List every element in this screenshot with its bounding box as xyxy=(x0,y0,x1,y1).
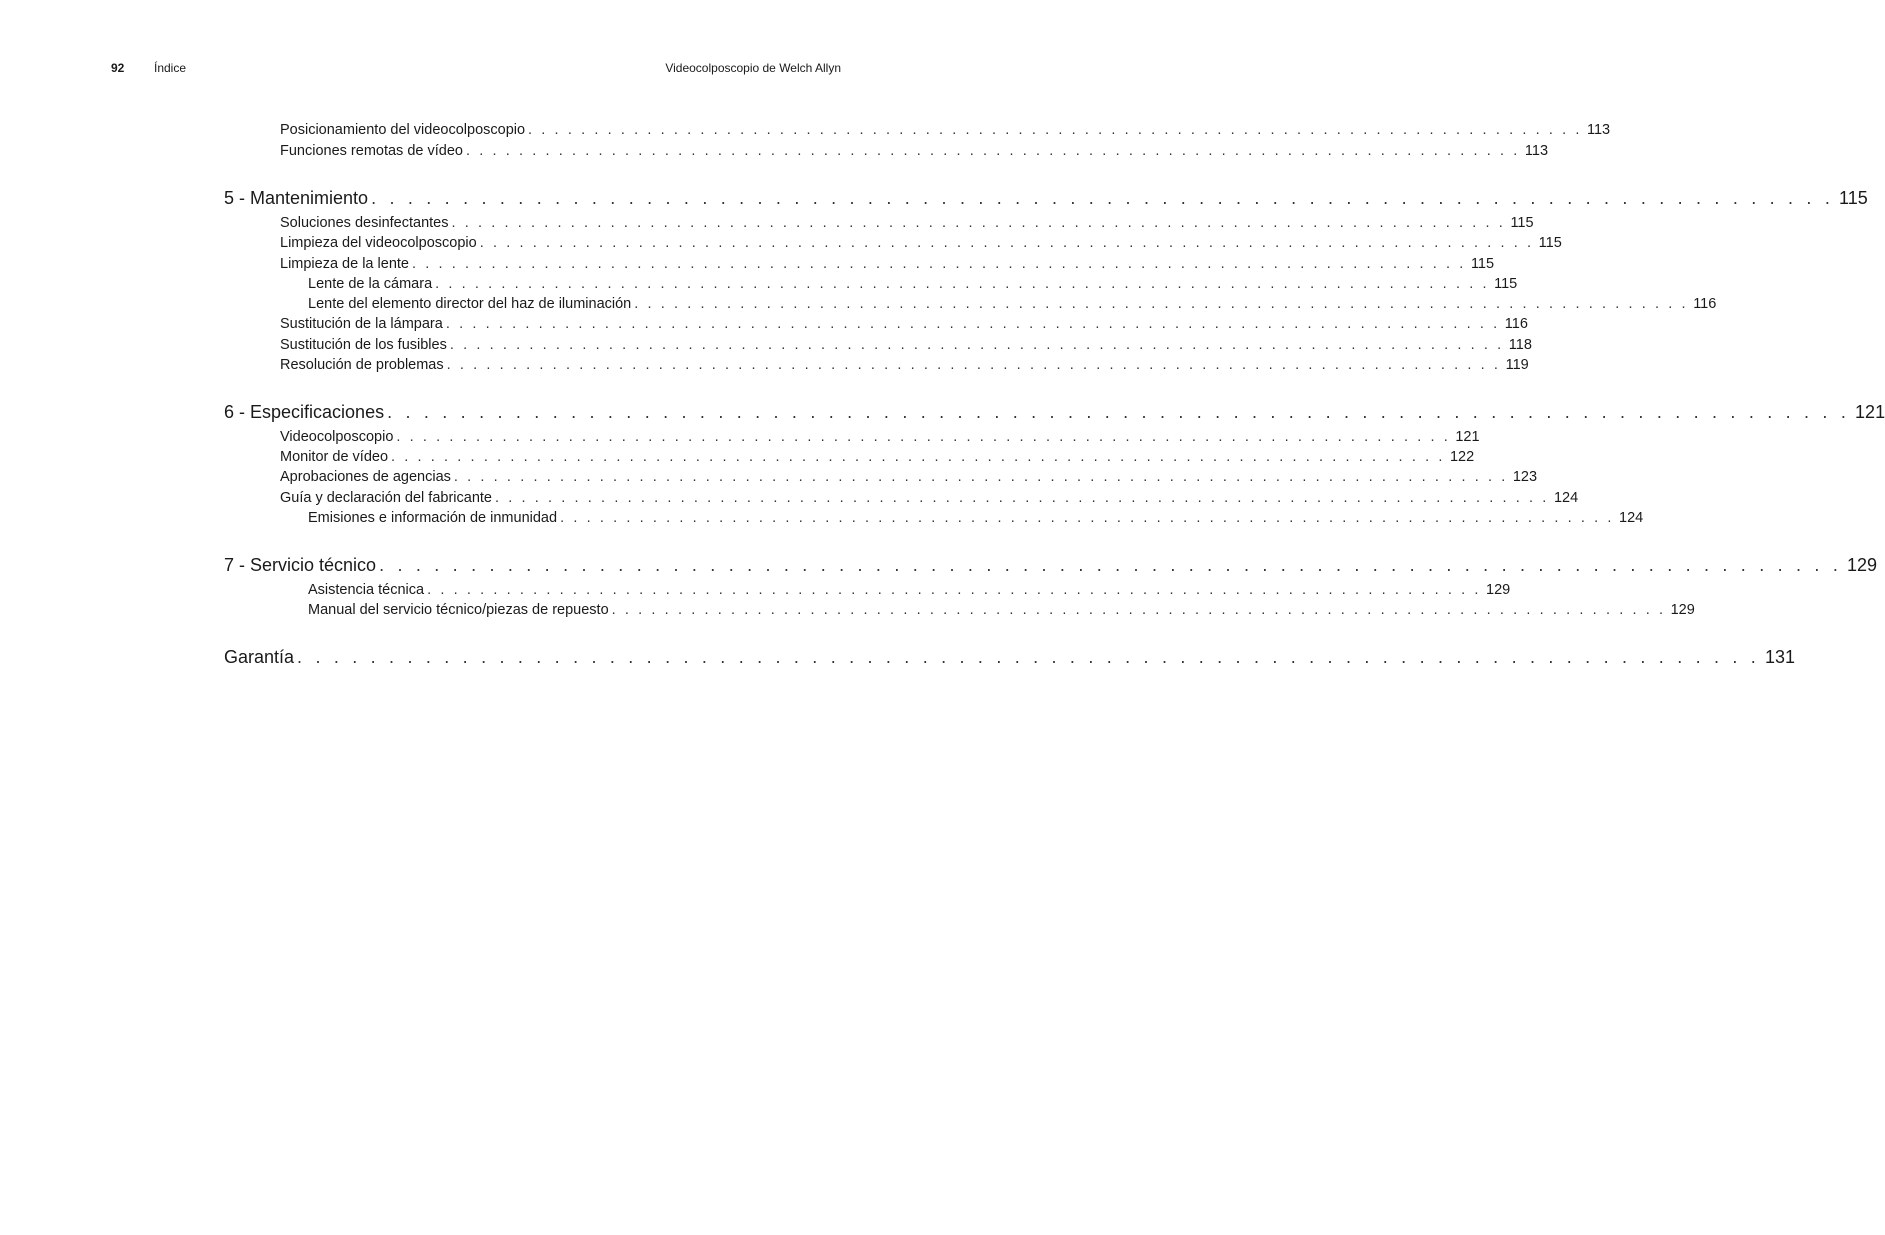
toc-entry-title: Guía y declaración del fabricante xyxy=(280,488,495,508)
section-name: Índice xyxy=(154,61,187,75)
toc-entry[interactable] xyxy=(280,213,1534,233)
toc-chapter-page: 121 xyxy=(1850,400,1885,424)
dot-leader: . . . . . . . . . . . . . . . . . . . . . . . . . . . . . . . . . . . . . . . . . . . . . . . . . . . . . . . . . . . . . . . . . . . . . . . . . . . . . . . . xyxy=(528,122,1582,138)
toc-chapter-page: 131 xyxy=(1760,645,1795,669)
dot-leader: . . . . . . . . . . . . . . . . . . . . . . . . . . . . . . . . . . . . . . . . . . . . . . . . . . . . . . . . . . . . . . . . . . . . . . . . . . . . . . . . xyxy=(479,235,1534,251)
toc-entry[interactable] xyxy=(280,447,1475,467)
dot-leader: . . . . . . . . . . . . . . . . . . . . . . . . . . . . . . . . . . . . . . . . . . . . . . . . . . . . . . . . . . . . . . . . . . . . . . . . . . . . . . . . xyxy=(387,402,1851,422)
toc-entry-title: Limpieza de la lente xyxy=(280,254,412,274)
toc-entry-page: 124 xyxy=(1549,488,1578,508)
dot-leader: . . . . . . . . . . . . . . . . . . . . . . . . . . . . . . . . . . . . . . . . . . . . . . . . . . . . . . . . . . . . . . . . . . . . . . . . . . . . . . . . xyxy=(495,490,1549,506)
toc-entry-title: Monitor de vídeo xyxy=(280,447,391,467)
toc-chapter-title: 6 - Especificaciones xyxy=(224,400,387,424)
document-title: Videocolposcopio de Welch Allyn xyxy=(665,61,841,75)
toc-entry-title: Resolución de problemas xyxy=(280,355,447,375)
toc-entry-title: Sustitución de los fusibles xyxy=(280,335,450,355)
toc-entry[interactable] xyxy=(280,427,1480,447)
toc-chapter-page: 115 xyxy=(1834,186,1868,210)
toc-entry[interactable] xyxy=(280,233,1562,253)
toc-entry-page: 121 xyxy=(1450,427,1479,447)
toc-subentry-title: Asistencia técnica xyxy=(308,580,427,600)
toc-entry-page: 113 xyxy=(1582,120,1610,140)
toc-entry-page: 119 xyxy=(1501,355,1529,375)
dot-leader: . . . . . . . . . . . . . . . . . . . . . . . . . . . . . . . . . . . . . . . . . . . . . . . . . . . . . . . . . . . . . . . . . . . . . . . . . . . . . . . . xyxy=(297,647,1761,667)
dot-leader: . . . . . . . . . . . . . . . . . . . . . . . . . . . . . . . . . . . . . . . . . . . . . . . . . . . . . . . . . . . . . . . . . . . . . . . . . . . . . . . . xyxy=(611,602,1666,618)
toc-subentry-title: Manual del servicio técnico/piezas de repuesto xyxy=(308,600,612,620)
toc-entry[interactable] xyxy=(280,314,1528,334)
dot-leader: . . . . . . . . . . . . . . . . . . . . . . . . . . . . . . . . . . . . . . . . . . . . . . . . . . . . . . . . . . . . . . . . . . . . . . . . . . . . . . . . xyxy=(465,143,1520,159)
toc-chapter[interactable] xyxy=(224,645,1796,669)
dot-leader: . . . . . . . . . . . . . . . . . . . . . . . . . . . . . . . . . . . . . . . . . . . . . . . . . . . . . . . . . . . . . . . . . . . . . . . . . . . . . . . . xyxy=(449,337,1504,353)
toc-subentry[interactable] xyxy=(308,580,1511,600)
dot-leader: . . . . . . . . . . . . . . . . . . . . . . . . . . . . . . . . . . . . . . . . . . . . . . . . . . . . . . . . . . . . . . . . . . . . . . . . . . . . . . . . xyxy=(411,256,1466,272)
toc-subentry[interactable] xyxy=(308,274,1518,294)
toc-chapter-title: 5 - Mantenimiento xyxy=(224,186,371,210)
toc-entry-title: Limpieza del videocolposcopio xyxy=(280,233,480,253)
toc-entry-page: 123 xyxy=(1508,467,1537,487)
toc-entry-page: 113 xyxy=(1520,141,1548,161)
dot-leader: . . . . . . . . . . . . . . . . . . . . . . . . . . . . . . . . . . . . . . . . . . . . . . . . . . . . . . . . . . . . . . . . . . . . . . . . . . . . . . . . xyxy=(634,296,1689,312)
toc-entry[interactable] xyxy=(280,467,1538,487)
toc-entry-page: 116 xyxy=(1500,314,1528,334)
toc-subentry-title: Emisiones e información de inmunidad xyxy=(308,508,560,528)
toc-entry-page: 115 xyxy=(1466,254,1494,274)
dot-leader: . . . . . . . . . . . . . . . . . . . . . . . . . . . . . . . . . . . . . . . . . . . . . . . . . . . . . . . . . . . . . . . . . . . . . . . . . . . . . . . . xyxy=(396,429,1451,445)
dot-leader: . . . . . . . . . . . . . . . . . . . . . . . . . . . . . . . . . . . . . . . . . . . . . . . . . . . . . . . . . . . . . . . . . . . . . . . . . . . . . . . . xyxy=(453,469,1508,485)
dot-leader: . . . . . . . . . . . . . . . . . . . . . . . . . . . . . . . . . . . . . . . . . . . . . . . . . . . . . . . . . . . . . . . . . . . . . . . . . . . . . . . . xyxy=(446,357,1501,373)
toc-entry-page: 118 xyxy=(1504,335,1532,355)
toc-entry[interactable] xyxy=(280,335,1532,355)
toc-subentry[interactable] xyxy=(308,508,1644,528)
toc-chapter-title: 7 - Servicio técnico xyxy=(224,553,379,577)
dot-leader: . . . . . . . . . . . . . . . . . . . . . . . . . . . . . . . . . . . . . . . . . . . . . . . . . . . . . . . . . . . . . . . . . . . . . . . . . . . . . . . . xyxy=(391,449,1445,465)
toc-entry-title: Soluciones desinfectantes xyxy=(280,213,451,233)
toc-chapter[interactable] xyxy=(224,553,1878,577)
toc-entry[interactable] xyxy=(280,488,1579,508)
toc-subentry-page: 116 xyxy=(1688,294,1716,314)
toc-subentry[interactable] xyxy=(308,294,1717,314)
dot-leader: . . . . . . . . . . . . . . . . . . . . . . . . . . . . . . . . . . . . . . . . . . . . . . . . . . . . . . . . . . . . . . . . . . . . . . . . . . . . . . . . xyxy=(435,276,1490,292)
toc-entry-title: Aprobaciones de agencias xyxy=(280,467,454,487)
toc-subentry-page: 129 xyxy=(1481,580,1510,600)
toc-subentry-page: 124 xyxy=(1614,508,1643,528)
toc-entry-title: Funciones remotas de vídeo xyxy=(280,141,466,161)
dot-leader: . . . . . . . . . . . . . . . . . . . . . . . . . . . . . . . . . . . . . . . . . . . . . . . . . . . . . . . . . . . . . . . . . . . . . . . . . . . . . . . . xyxy=(560,510,1615,526)
toc-entry[interactable] xyxy=(280,254,1495,274)
dot-leader: . . . . . . . . . . . . . . . . . . . . . . . . . . . . . . . . . . . . . . . . . . . . . . . . . . . . . . . . . . . . . . . . . . . . . . . . . . . . . . . . xyxy=(371,188,1835,208)
toc-entry-title: Posicionamiento del videocolposcopio xyxy=(280,120,528,140)
toc-chapter-title: Garantía xyxy=(224,645,297,669)
toc-entry-title: Videocolposcopio xyxy=(280,427,396,447)
toc-subentry[interactable] xyxy=(308,600,1695,620)
toc-subentry-page: 129 xyxy=(1666,600,1695,620)
dot-leader: . . . . . . . . . . . . . . . . . . . . . . . . . . . . . . . . . . . . . . . . . . . . . . . . . . . . . . . . . . . . . . . . . . . . . . . . . . . . . . . . xyxy=(379,555,1843,575)
toc-entry-title: Sustitución de la lámpara xyxy=(280,314,446,334)
page-number: 92 xyxy=(111,61,125,75)
toc-entry-page: 115 xyxy=(1534,233,1562,253)
toc-chapter-page: 129 xyxy=(1842,553,1877,577)
toc-entry[interactable] xyxy=(280,355,1529,375)
toc-subentry-title: Lente de la cámara xyxy=(308,274,435,294)
running-header xyxy=(0,60,954,76)
dot-leader: . . . . . . . . . . . . . . . . . . . . . . . . . . . . . . . . . . . . . . . . . . . . . . . . . . . . . . . . . . . . . . . . . . . . . . . . . . . . . . . . xyxy=(451,215,1506,231)
toc-subentry-page: 115 xyxy=(1489,274,1517,294)
dot-leader: . . . . . . . . . . . . . . . . . . . . . . . . . . . . . . . . . . . . . . . . . . . . . . . . . . . . . . . . . . . . . . . . . . . . . . . . . . . . . . . . xyxy=(445,316,1500,332)
toc-chapter[interactable] xyxy=(224,186,1868,210)
toc-entry[interactable] xyxy=(280,120,1611,140)
toc-entry[interactable] xyxy=(280,141,1549,161)
toc-chapter[interactable] xyxy=(224,400,1885,424)
dot-leader: . . . . . . . . . . . . . . . . . . . . . . . . . . . . . . . . . . . . . . . . . . . . . . . . . . . . . . . . . . . . . . . . . . . . . . . . . . . . . . . . xyxy=(427,582,1482,598)
toc-entry-page: 115 xyxy=(1505,213,1533,233)
toc-entry-page: 122 xyxy=(1445,447,1474,467)
toc-subentry-title: Lente del elemento director del haz de iluminación xyxy=(308,294,634,314)
